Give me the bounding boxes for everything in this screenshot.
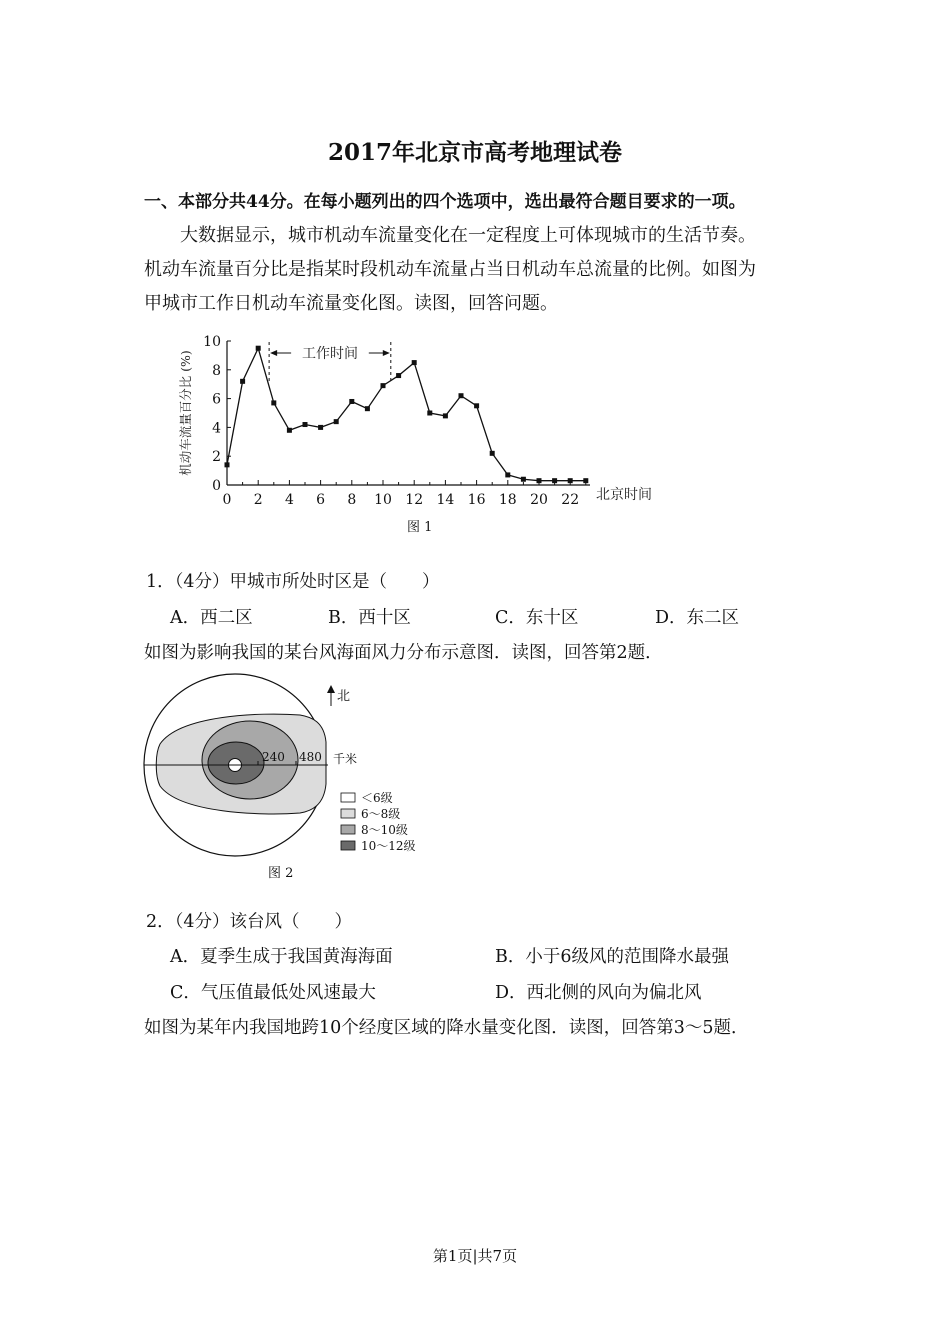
- scale-240: 240: [262, 750, 285, 764]
- intro-line-3: 甲城市工作日机动车流量变化图。读图，回答问题。: [144, 293, 558, 314]
- data-point-12: [412, 360, 417, 365]
- scale-480: 480: [299, 750, 322, 764]
- data-point-23: [583, 478, 588, 483]
- data-point-18: [505, 472, 510, 477]
- data-point-6: [318, 425, 323, 430]
- y-axis-label: 机动车流量百分比 (%): [178, 350, 193, 476]
- q1-option-c[interactable]: C．东十区: [495, 608, 579, 628]
- legend-swatch-6-8: [341, 809, 355, 818]
- x-tick-label-20: 20: [530, 492, 548, 508]
- y-tick-label-10: 10: [203, 334, 221, 350]
- data-point-16: [474, 403, 479, 408]
- data-point-10: [381, 383, 386, 388]
- x-tick-label-14: 14: [436, 492, 455, 508]
- data-point-13: [427, 411, 432, 416]
- q1-option-d[interactable]: D．东二区: [655, 608, 740, 628]
- north-label: 北: [337, 689, 351, 704]
- question-1-stem: 1．（4分）甲城市所处时区是（ ）: [146, 572, 440, 592]
- x-tick-label-8: 8: [347, 492, 357, 508]
- y-tick-label-8: 8: [212, 362, 221, 379]
- arrow-head-right: [383, 350, 390, 356]
- y-tick-label-2: 2: [212, 449, 221, 466]
- y-tick-label-0: 0: [212, 478, 221, 494]
- legend-swatch-8-10: [341, 825, 355, 834]
- scale-unit: 千米: [333, 752, 358, 766]
- q1-option-a[interactable]: A．西二区: [170, 608, 253, 628]
- data-point-4: [287, 428, 292, 433]
- intro-2: 如图为影响我国的某台风海面风力分布示意图．读图，回答第2题．: [144, 643, 663, 663]
- legend-label-10-12: 10～12级: [361, 839, 416, 853]
- x-tick-label-2: 2: [253, 492, 263, 508]
- data-point-20: [537, 478, 542, 483]
- x-tick-label-18: 18: [498, 492, 517, 508]
- q1-option-b[interactable]: B．西十区: [328, 608, 411, 628]
- x-axis-label: 北京时间: [596, 487, 652, 503]
- data-point-11: [396, 373, 401, 378]
- data-point-17: [490, 451, 495, 456]
- data-point-1: [240, 379, 245, 384]
- question-2-stem: 2．（4分）该台风（ ）: [146, 912, 353, 932]
- data-point-8: [349, 399, 354, 404]
- x-tick-label-10: 10: [374, 492, 392, 508]
- data-point-0: [225, 462, 230, 467]
- x-tick-label-0: 0: [222, 492, 232, 508]
- data-point-19: [521, 477, 526, 482]
- data-point-21: [552, 478, 557, 483]
- x-tick-label-22: 22: [561, 492, 580, 508]
- intro-paragraph: [144, 219, 824, 321]
- intro-3: 如图为某年内我国地跨10个经度区域的降水量变化图．读图，回答第3～5题．: [144, 1018, 749, 1038]
- figure2-typhoon-diagram: [140, 672, 440, 862]
- legend-label-below-6: ＜6级: [361, 791, 393, 805]
- legend-swatch-10-12: [341, 841, 355, 850]
- y-tick-label-4: 4: [212, 420, 221, 437]
- section-heading: 一、本部分共44分。在每小题列出的四个选项中，选出最符合题目要求的一项。: [144, 192, 746, 212]
- typhoon-legend: [341, 791, 416, 853]
- x-tick-label-16: 16: [467, 492, 486, 508]
- intro-line-2: 机动车流量百分比是指某时段机动车流量占当日机动车总流量的比例。如图为: [144, 259, 756, 280]
- data-point-15: [459, 393, 464, 398]
- data-point-3: [271, 400, 276, 405]
- arrow-head-left: [270, 350, 277, 356]
- figure2-caption: 图 2: [268, 866, 294, 881]
- x-tick-label-6: 6: [316, 492, 326, 508]
- data-point-14: [443, 413, 448, 418]
- data-point-9: [365, 406, 370, 411]
- x-tick-label-12: 12: [405, 492, 424, 508]
- q2-option-a[interactable]: A．夏季生成于我国黄海海面: [170, 947, 393, 967]
- page-footer: 第1页|共7页: [432, 1247, 518, 1265]
- work-time-annotation: 工作时间: [301, 346, 358, 362]
- q2-option-d[interactable]: D．西北侧的风向为偏北风: [495, 983, 702, 1003]
- page-title: 2017年北京市高考地理试卷: [327, 139, 622, 166]
- data-point-2: [256, 346, 261, 351]
- y-tick-label-6: 6: [212, 391, 221, 408]
- legend-swatch-below-6: [341, 793, 355, 802]
- data-point-22: [568, 478, 573, 483]
- north-arrow-head-icon: [327, 685, 335, 693]
- figure1-caption: 图 1: [407, 520, 433, 535]
- traffic-series-line: [227, 348, 586, 480]
- data-point-7: [334, 419, 339, 424]
- data-point-5: [303, 422, 308, 427]
- intro-line-1: 大数据显示，城市机动车流量变化在一定程度上可体现城市的生活节奏。: [180, 225, 756, 246]
- q2-option-b[interactable]: B．小于6级风的范围降水最强: [495, 947, 729, 967]
- q2-option-c[interactable]: C．气压值最低处风速最大: [170, 983, 376, 1003]
- figure1-chart: [170, 330, 670, 512]
- legend-label-6-8: 6～8级: [361, 807, 401, 821]
- legend-label-8-10: 8～10级: [361, 823, 408, 837]
- x-tick-label-4: 4: [284, 492, 294, 508]
